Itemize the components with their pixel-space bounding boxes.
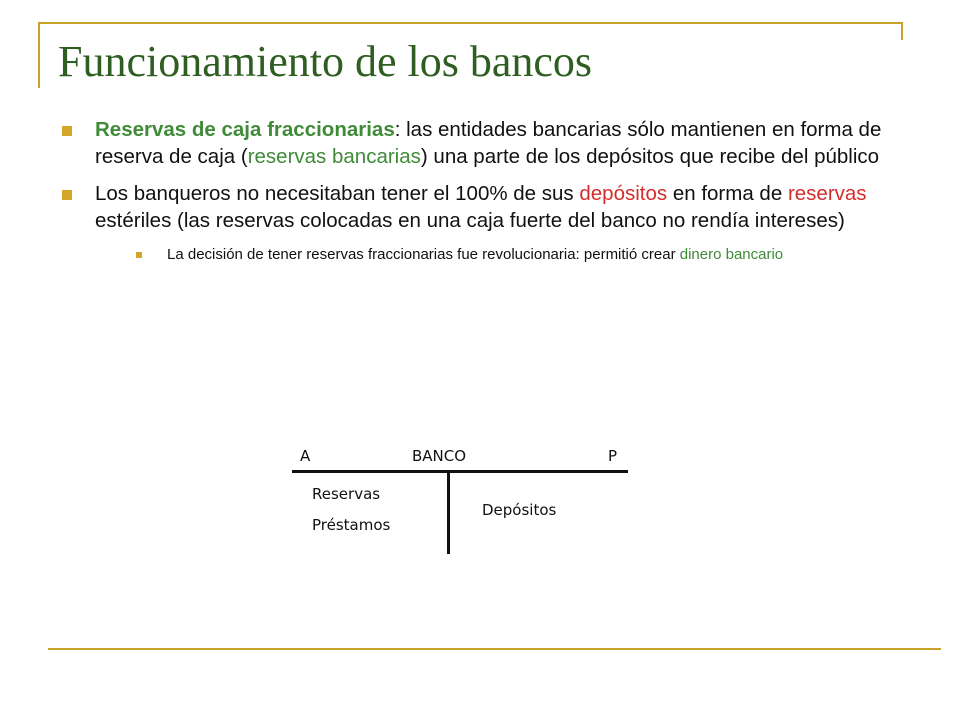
frame-bottom-line <box>48 648 941 650</box>
slide-content <box>62 116 892 266</box>
frame-top-line <box>38 22 903 24</box>
t-account-diagram <box>290 444 630 556</box>
t-account-left-header: A <box>300 447 311 465</box>
frame-right-line <box>901 22 903 40</box>
bullet-text: estériles (las reservas colocadas en una caja fuerte del banco no rendía intereses) <box>95 209 845 232</box>
t-account-vertical-line <box>447 470 450 554</box>
t-account-liability-item: Depósitos <box>482 501 557 519</box>
sub-bullet-text: La decisión de tener reservas fraccionarias fue revolucionaria: permitió crear <box>167 246 680 263</box>
t-account-asset-item: Préstamos <box>312 516 391 534</box>
bullet-highlight: depósitos <box>579 182 668 205</box>
t-account-title: BANCO <box>412 447 467 465</box>
bullet-text: : las entidades bancarias sólo mantienen en forma de reserva de caja ( <box>95 118 882 168</box>
sub-bullet-item <box>136 244 892 266</box>
square-bullet-icon <box>136 252 142 258</box>
t-account-right-header: P <box>608 447 618 465</box>
slide-title: Funcionamiento de los bancos <box>58 37 593 86</box>
bullet-highlight: reservas bancarias <box>247 145 421 168</box>
square-bullet-icon <box>62 126 72 136</box>
bullet-item <box>62 116 892 170</box>
t-account-horizontal-line <box>292 470 628 473</box>
frame-left-line <box>38 22 40 88</box>
bullet-text: ) una parte de los depósitos que recibe del público <box>420 145 880 168</box>
bullet-highlight: reservas <box>787 182 867 205</box>
bullet-text: Los banqueros no necesitaban tener el 100% de sus <box>95 182 580 205</box>
bullet-term: Reservas de caja fraccionarias <box>95 118 395 141</box>
t-account-asset-item: Reservas <box>312 485 381 503</box>
bullet-text: en forma de <box>667 182 788 205</box>
sub-bullet-highlight: dinero bancario <box>679 246 784 263</box>
bullet-item <box>62 180 892 234</box>
square-bullet-icon <box>62 190 72 200</box>
